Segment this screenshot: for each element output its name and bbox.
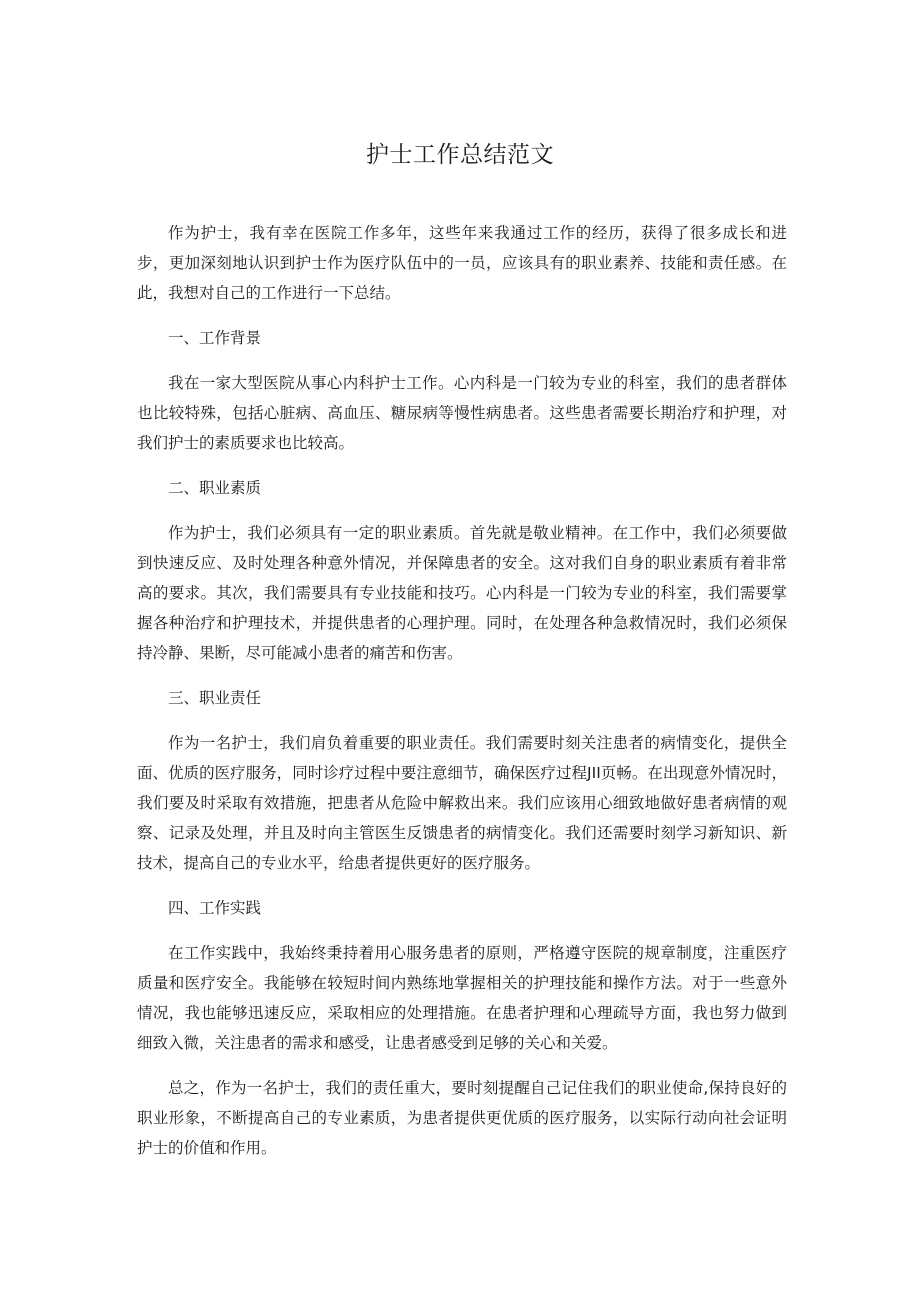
section-heading-background: 一、工作背景	[168, 329, 262, 347]
background-paragraph: 我在一家大型医院从事心内科护士工作。心内科是一门较为专业的科室，我们的患者群体也比较特殊，包括心脏病、高血压、糖尿病等慢性病患者。这些患者需要长期治疗和护理，对我们护士的素质要求也比较高。	[137, 374, 787, 452]
practice-paragraph: 在工作实践中，我始终秉持着用心服务患者的原则，严格遵守医院的规章制度，注重医疗质量和医疗安全。我能够在较短时间内熟练地掌握相关的护理技能和操作方法。对于一些意外情况，我也能够迅速反应，采取相应的处理措施。在患者护理和心理疏导方面，我也努力做到细致入微，关注患者的需求和感受，让患者感受到足够的关心和关爱。	[137, 944, 787, 1052]
conclusion-paragraph: 总之，作为一名护士，我们的责任重大，要时刻提醒自己记住我们的职业使命,保持良好的职业形象，不断提高自己的专业素质，为患者提供更优质的医疗服务，以实际行动向社会证明护士的价值和作用。	[137, 1079, 787, 1157]
section-heading-responsibility: 三、职业责任	[168, 689, 262, 707]
section-heading-practice: 四、工作实践	[168, 899, 262, 917]
section-heading-qualities: 二、职业素质	[168, 479, 262, 497]
document-title: 护士工作总结范文	[366, 142, 554, 168]
intro-paragraph: 作为护士，我有幸在医院工作多年，这些年来我通过工作的经历，获得了很多成长和进步，更加深刻地认识到护士作为医疗队伍中的一员，应该具有的职业素养、技能和责任感。在此，我想对自己的工作进行一下总结。	[137, 224, 787, 302]
qualities-paragraph: 作为护士，我们必须具有一定的职业素质。首先就是敬业精神。在工作中，我们必须要做到快速反应、及时处理各种意外情况，并保障患者的安全。这对我们自身的职业素质有着非常高的要求。其次，我们需要具有专业技能和技巧。心内科是一门较为专业的科室，我们需要掌握各种治疗和护理技术，并提供患者的心理护理。同时，在处理各种急救情况时，我们必须保持冷静、果断，尽可能减小患者的痛苦和伤害。	[137, 524, 787, 662]
responsibility-paragraph: 作为一名护士，我们肩负着重要的职业责任。我们需要时刻关注患者的病情变化，提供全面、优质的医疗服务，同时诊疗过程中要注意细节，确保医疗过程JII页畅。在出现意外情况时，我们要及时采取有效措施，把患者从危险中解救出来。我们应该用心细致地做好患者病情的观察、记录及处理，并且及时向主管医生反馈患者的病情变化。我们还需要时刻学习新知识、新技术，提高自己的专业水平，给患者提供更好的医疗服务。	[137, 734, 787, 872]
document-body	[137, 218, 787, 1178]
